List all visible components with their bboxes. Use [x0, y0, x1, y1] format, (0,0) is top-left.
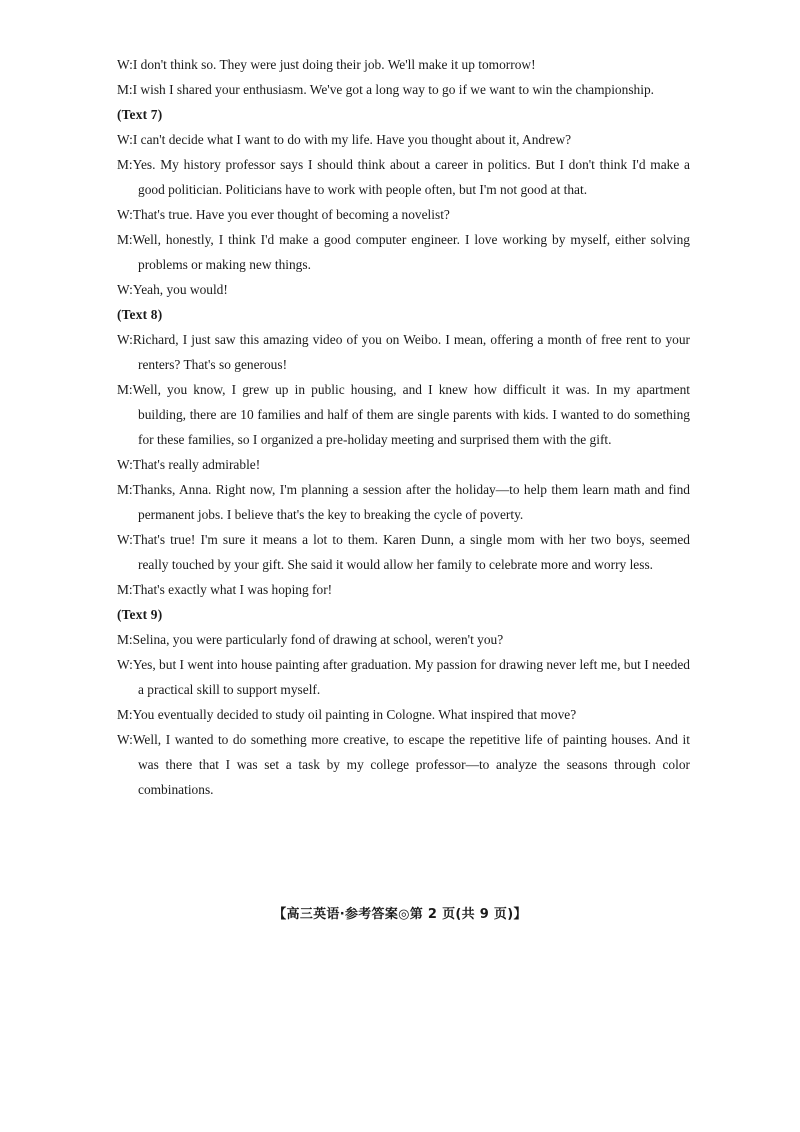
dialogue-line: W:Well, I wanted to do something more creative, to escape the repetitive life of painting houses. And it was there that I was set a task by my college professor—to analyze the seasons through color combinations. [117, 732, 690, 797]
page-footer: 【高三英语·参考答案◎第 2 页(共 9 页)】 [273, 907, 527, 922]
dialogue-line: M:I wish I shared your enthusiasm. We've got a long way to go if we want to win the championship. [117, 82, 654, 97]
dialogue-line: W:That's true. Have you ever thought of becoming a novelist? [117, 207, 450, 222]
dialogue-line: M:Well, honestly, I think I'd make a good computer engineer. I love working by myself, either solving problems or making new things. [117, 232, 690, 272]
dialogue-line: W:That's true! I'm sure it means a lot to them. Karen Dunn, a single mom with her two boys, seemed really touched by your gift. She said it would allow her family to celebrate more and worry less. [117, 532, 690, 572]
dialogue-line: M:You eventually decided to study oil painting in Cologne. What inspired that move? [117, 707, 577, 722]
dialogue-line: M:Thanks, Anna. Right now, I'm planning a session after the holiday—to help them learn math and find permanent jobs. I believe that's the key to breaking the cycle of poverty. [117, 482, 690, 522]
dialogue-line: M:That's exactly what I was hoping for! [117, 582, 333, 597]
dialogue-line: W:I don't think so. They were just doing their job. We'll make it up tomorrow! [117, 57, 536, 72]
dialogue-line: M:Well, you know, I grew up in public housing, and I knew how difficult it was. In my apartment building, there are 10 families and half of them are single parents with kids. I wanted to do something for these families, so I organized a pre-holiday meeting and surprised them with the gift. [117, 382, 690, 447]
dialogue-line: M:Selina, you were particularly fond of drawing at school, weren't you? [117, 632, 504, 647]
transcript-body [117, 52, 690, 802]
section-heading: (Text 7) [117, 107, 163, 122]
dialogue-line: W:I can't decide what I want to do with my life. Have you thought about it, Andrew? [117, 132, 572, 147]
dialogue-line: W:Yeah, you would! [117, 282, 228, 297]
dialogue-line: W:Richard, I just saw this amazing video of you on Weibo. I mean, offering a month of free rent to your renters? That's so generous! [117, 332, 690, 372]
dialogue-line: W:Yes, but I went into house painting after graduation. My passion for drawing never left me, but I needed a practical skill to support myself. [117, 657, 690, 697]
section-heading: (Text 8) [117, 307, 163, 322]
section-heading: (Text 9) [117, 607, 163, 622]
dialogue-line: W:That's really admirable! [117, 457, 261, 472]
dialogue-line: M:Yes. My history professor says I should think about a career in politics. But I don't think I'd make a good politician. Politicians have to work with people often, but I'm not good at that. [117, 157, 690, 197]
